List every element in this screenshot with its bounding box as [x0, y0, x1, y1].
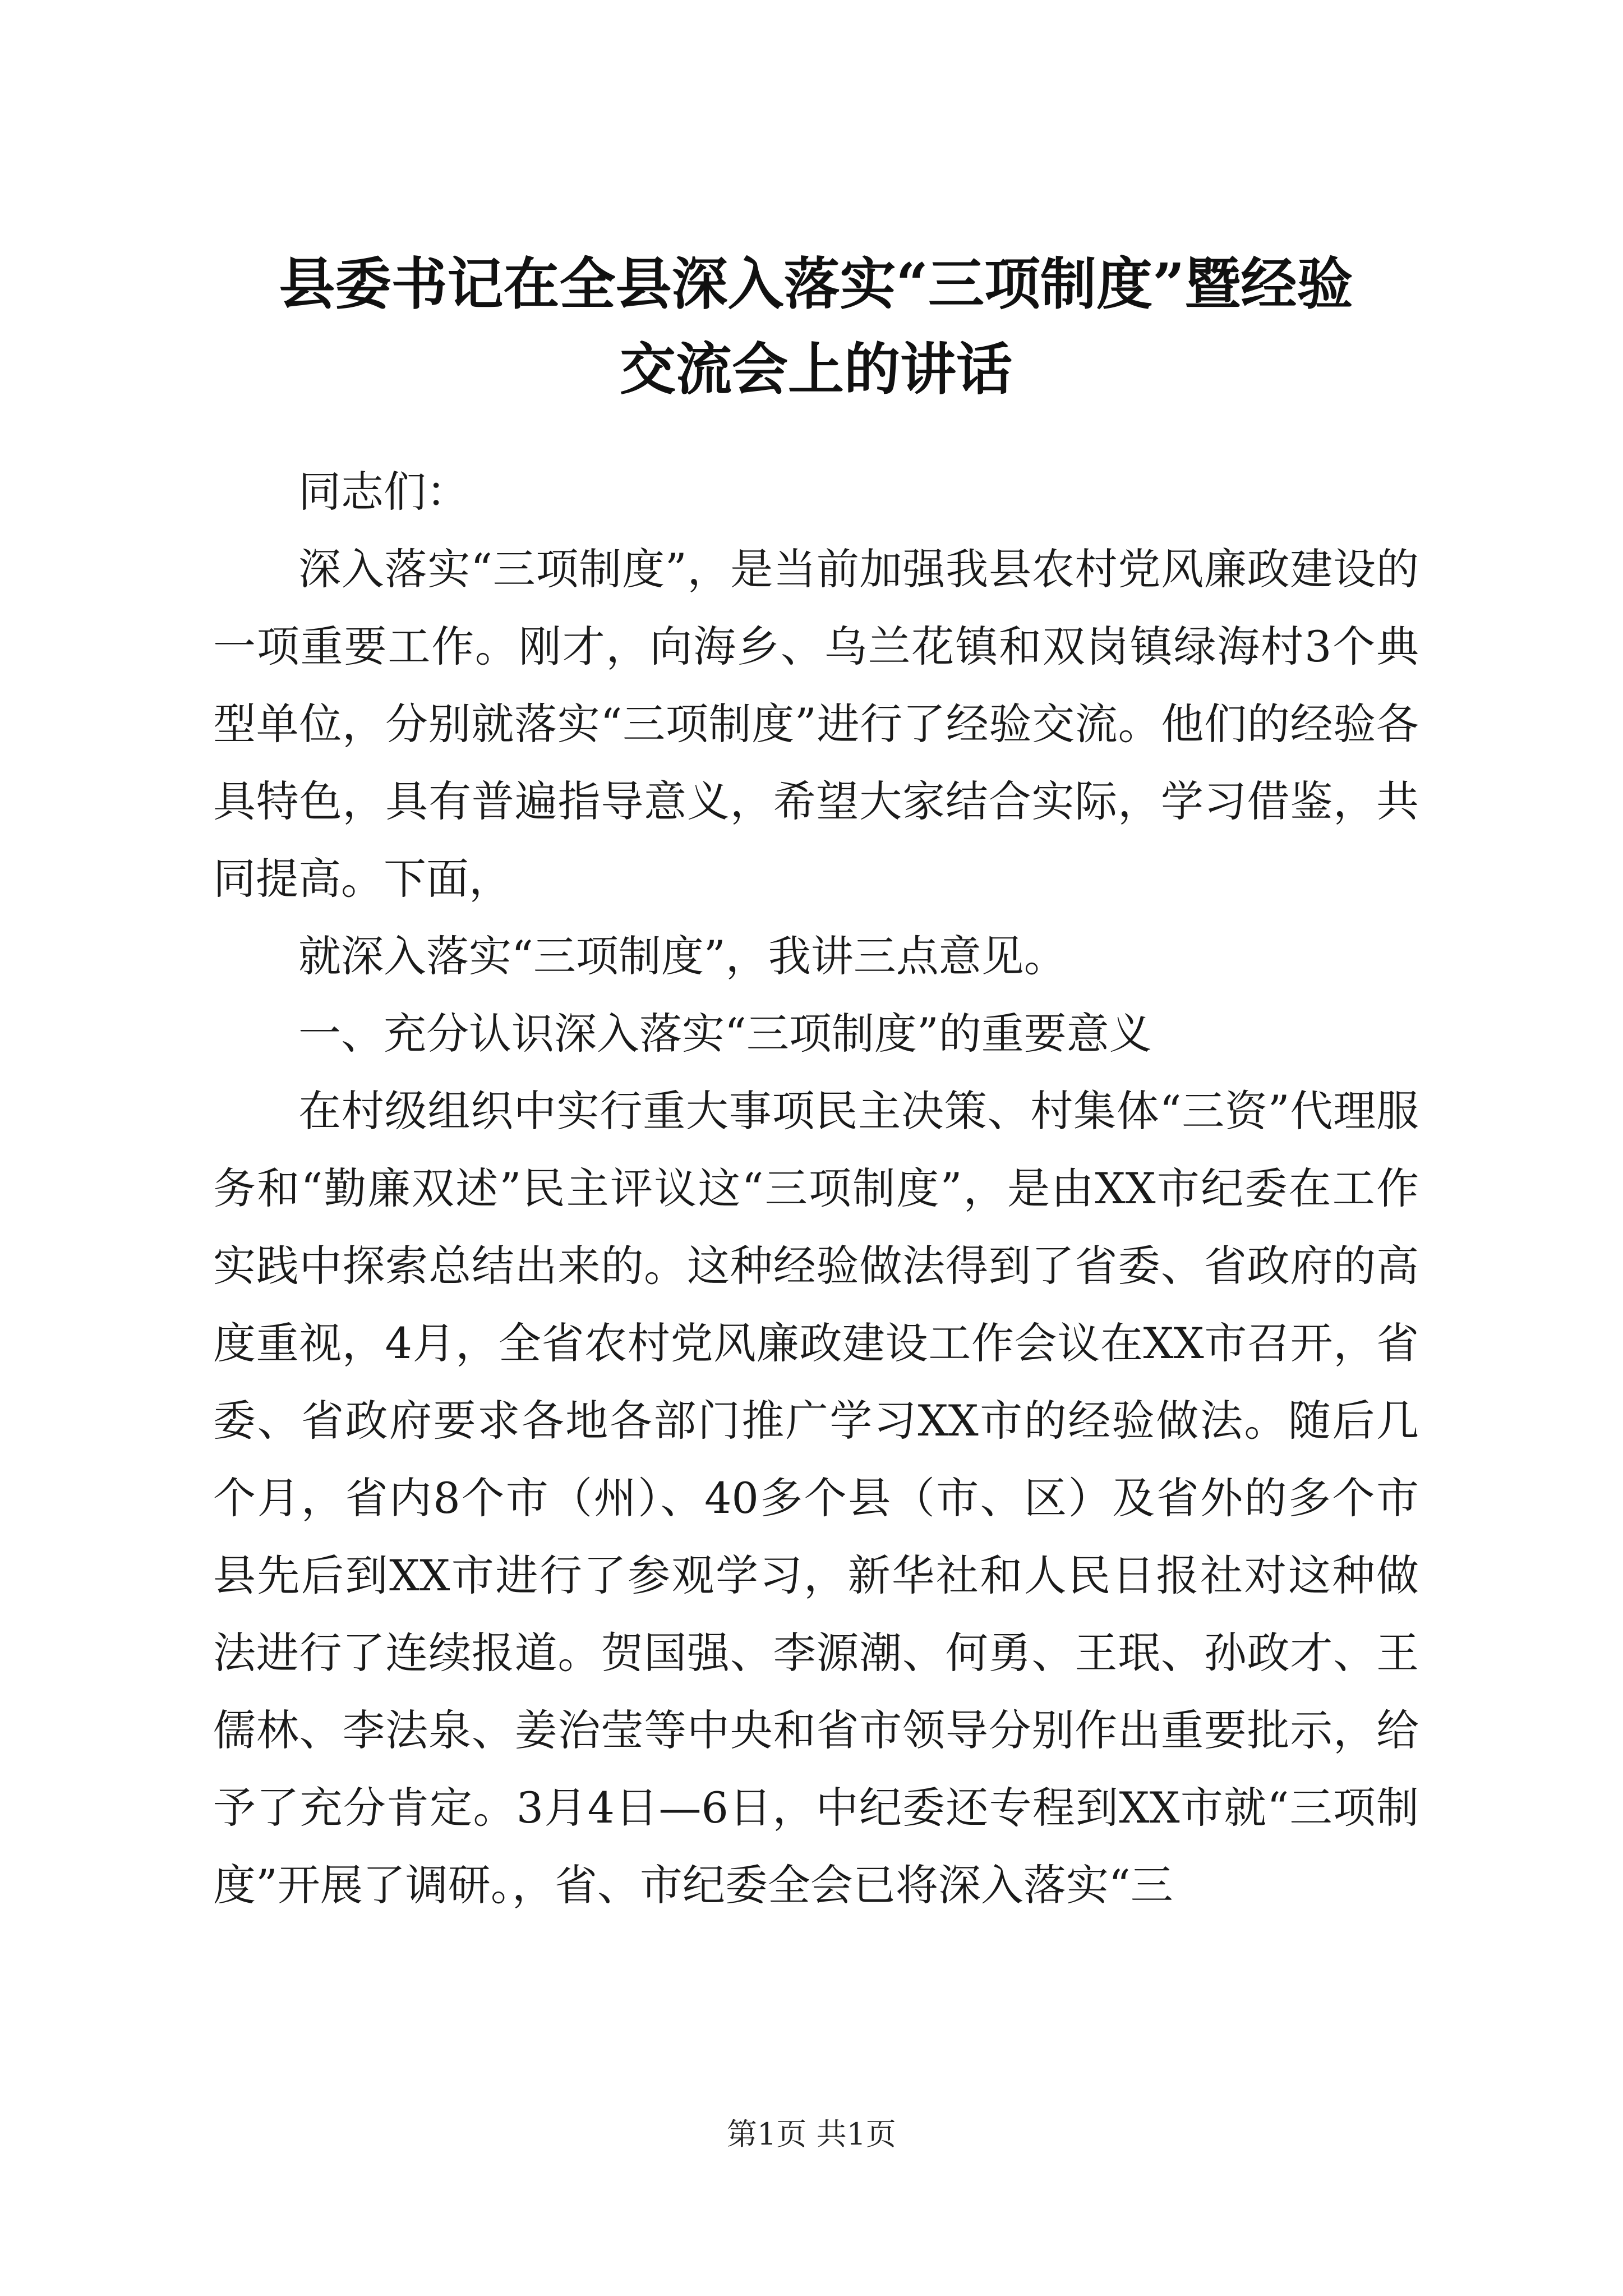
title-line-1: 县委书记在全县深入落实“三项制度”暨经验 [279, 251, 1353, 317]
title-line-2: 交流会上的讲话 [620, 336, 1012, 402]
paragraph-opinions: 就深入落实“三项制度”，我讲三点意见。 [298, 931, 1067, 981]
document-title [213, 241, 1419, 412]
paragraph-section-1: 在村级组织中实行重大事项民主决策、村集体“三资”代理服务和“勤廉双述”民主评议这“三项制度”，是由XX市纪委在工作实践中探索总结出来的。这种经验做法得到了省委、省政府的高度重视，4月，全省农村党风廉政建设工作会议在XX市召开，省委、省政府要求各地各部门推广学习XX市的经验做法。随后几个月，省内8个市（州）、40多个县（市、区）及省外的多个市县先后到XX市进行了参观学习，新华社和人民日报社对这种做法进行了连续报道。贺国强、李源潮、何勇、王珉、孙政才、王儒林、李法泉、姜治莹等中央和省市领导分别作出重要批示，给予了充分肯定。3月4日—6日，中纪委还专程到XX市就“三项制度”开展了调研。，省、市纪委全会已将深入落实“三 [213, 1086, 1419, 1910]
salutation: 同志们： [298, 467, 469, 517]
paragraph-intro: 深入落实“三项制度”，是当前加强我县农村党风廉政建设的一项重要工作。刚才，向海乡、乌兰花镇和双岗镇绿海村3个典型单位，分别就落实“三项制度”进行了经验交流。他们的经验各具特色，具有普遍指导意义，希望大家结合实际，学习借鉴，共同提高。下面， [213, 544, 1419, 904]
document-body [213, 453, 1419, 1924]
page-footer: 第1页 共1页 [727, 2116, 896, 2152]
section-heading-1: 一、充分认识深入落实“三项制度”的重要意义 [298, 1009, 1152, 1059]
